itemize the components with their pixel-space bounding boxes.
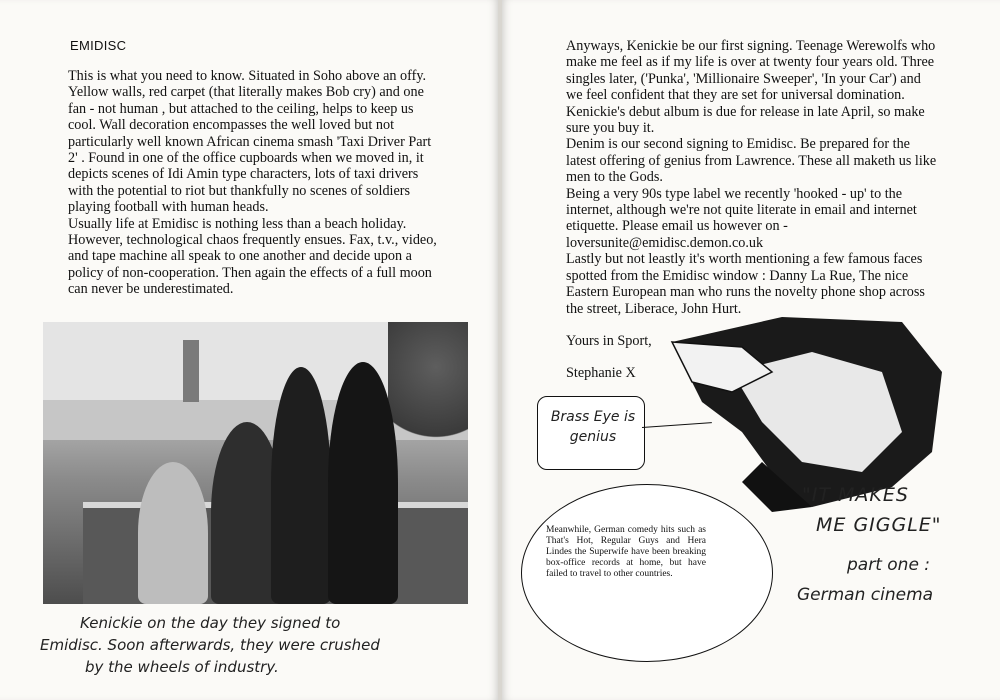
slogan-text — [802, 480, 982, 540]
slogan-line: "IT MAKES — [802, 484, 909, 506]
paragraph: This is what you need to know. Situated in Soho above an offy. Yellow walls, red carpet (that literally makes Bob cry) and one fan - not human , but attached to the ceiling, helps to keep us cool. Wall decoration encompasses the well loved but not particularly well known African cinema smash 'Taxi Driver Part 2' . Found in one of the office cupboards when we moved in, it depicts scenes of Idi Amin type characters, lots of taxi drivers with the potential to riot but thankfully no scenes of soldiers playing football with human heads. — [68, 68, 432, 216]
slogan-line: ME GIGGLE" — [816, 514, 942, 536]
signature: Stephanie X — [566, 365, 636, 382]
photo-tree — [388, 322, 468, 472]
left-body-text — [68, 68, 440, 298]
caption-line: by the wheels of industry. — [85, 658, 279, 676]
paragraph: Lastly but not leastly it's worth mentioning a few famous faces spotted from the Emidisc window : Danny La Rue, The nice Eastern European man who runs the novelty phone shop across the street, Liberace, John Hurt. — [566, 251, 925, 317]
part-line: German cinema — [797, 585, 934, 605]
paragraph: Anyways, Kenickie be our first signing. Teenage Werewolfs who make me feel as if my life is over at twenty four years old. Three singles later, ('Punka', 'Millionaire Sweeper', 'In your Car') and we feel confident that they are set for universal domination. Kenickie's debut album is due for release in late April, so make sure you buy it. — [566, 38, 936, 137]
right-page — [502, 0, 1000, 700]
part-one-text — [797, 550, 977, 610]
speech-bubble-large — [521, 484, 773, 662]
paragraph: Usually life at Emidisc is nothing less than a beach holiday. However, technological chaos frequently ensues. Fax, t.v., video, and tape machine all speak to one another and decide upon a policy of non-cooperation. Then again the effects of a full moon can never be underestimated. — [68, 215, 437, 298]
left-page — [0, 0, 498, 700]
photo-person — [328, 362, 398, 604]
part-line: part one : — [847, 555, 931, 575]
band-photo — [43, 322, 468, 604]
speech-bubble-small — [537, 396, 645, 470]
photo-person — [138, 462, 208, 604]
photo-person — [271, 367, 331, 604]
caption-line: Emidisc. Soon afterwards, they were crushed — [40, 636, 380, 654]
signoff: Yours in Sport, — [566, 332, 652, 349]
paragraph: Being a very 90s type label we recently 'hooked - up' to the internet, although we're not quite literate in email and internet etiquette. Please email us however on - loversunite@emidisc.demon.co.uk — [566, 185, 917, 251]
page-heading: EMIDISC — [70, 38, 127, 53]
photo-caption — [40, 612, 480, 678]
caption-line: Kenickie on the day they signed to — [80, 614, 341, 632]
paragraph: Denim is our second signing to Emidisc. Be prepared for the latest offering of genius from Lawrence. These all maketh us like men to the Gods. — [566, 136, 937, 186]
speech-bubble-text: Meanwhile, German comedy hits such as That's Hot, Regular Guys and Hera Lindes the Superwife have been breaking box-office records at home, but have failed to travel to other countries. — [546, 525, 706, 579]
speech-bubble-text: Brass Eye is genius — [550, 409, 636, 445]
photo-clock-tower — [183, 340, 199, 402]
